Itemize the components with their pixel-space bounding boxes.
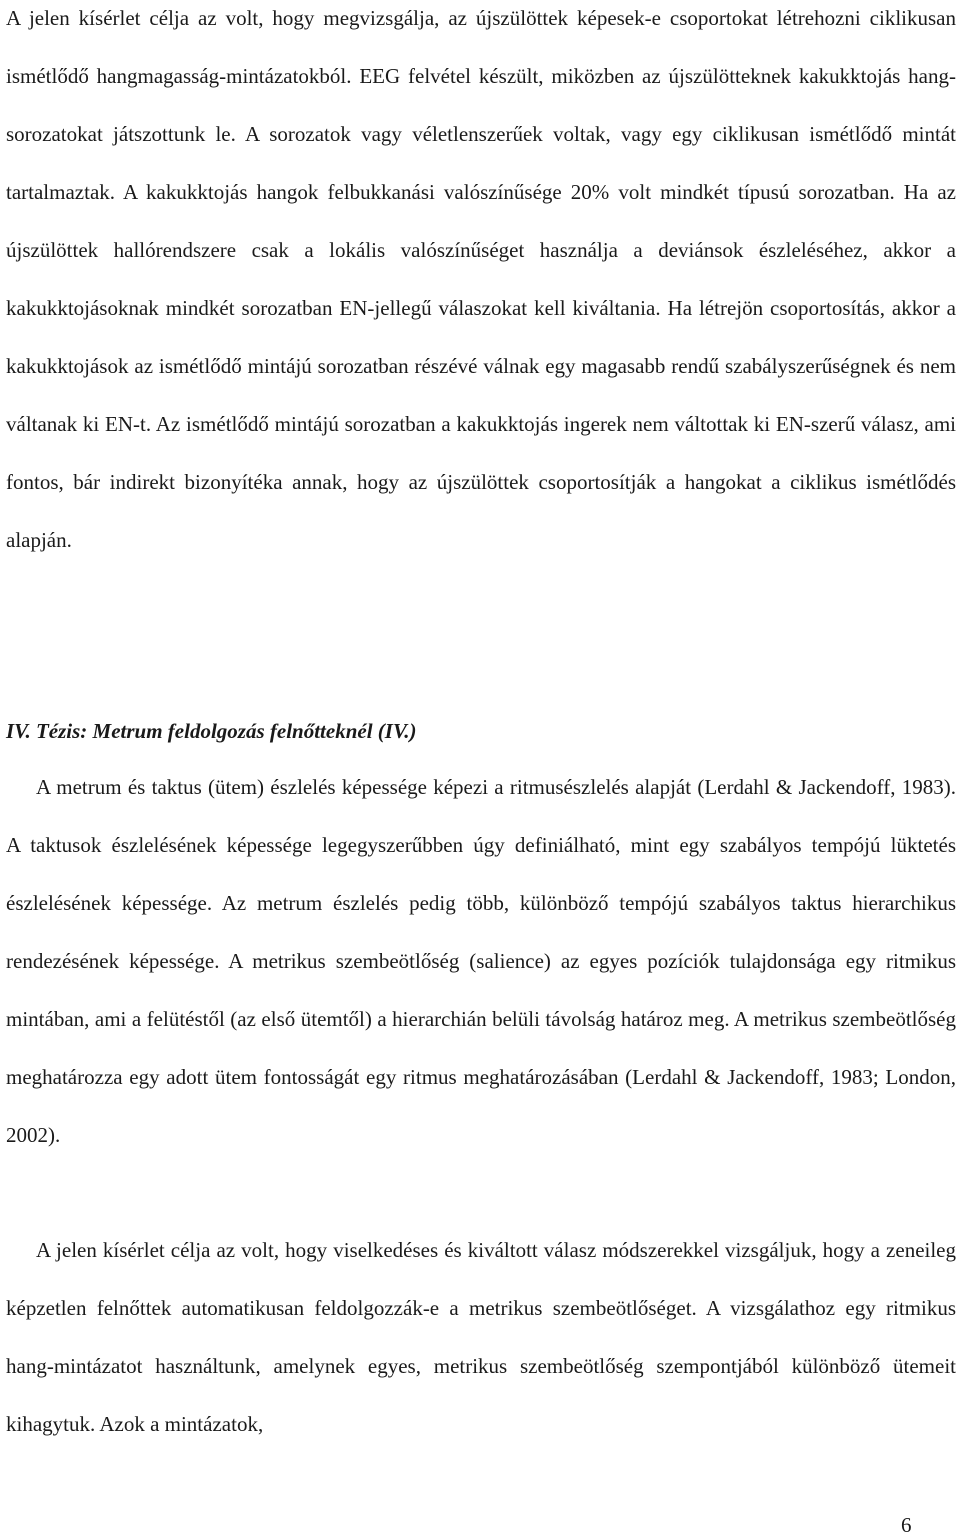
section-heading-thesis-iv: IV. Tézis: Metrum feldolgozás felnőtteknél (IV.): [6, 719, 417, 743]
paragraph-newborn-grouping: A jelen kísérlet célja az volt, hogy megvizsgálja, az újszülöttek képesek-e csoportokat létrehozni ciklikusan ismétlődő hangmagasság-mintázatokból. EEG felvétel készült, miközben az újszülötteknek kakukktojás hang-sorozatokat játszottunk le. A sorozatok vagy véletlenszerűek voltak, vagy egy ciklikusan ismétlődő mintát tartalmaztak. A kakukktojás hangok felbukkanási valószínűsége 20% volt mindkét típusú sorozatban. Ha az újszülöttek hallórendszere csak a lokális valószínűséget használja a deviánsok észleléséhez, akkor a kakukktojásoknak mindkét sorozatban EN-jellegű válaszokat kell kiváltania. Ha létrejön csoportosítás, akkor a kakukktojások az ismétlődő mintájú sorozatban részévé válnak egy magasabb rendű szabályszerűségnek és nem váltanak ki EN-t. Az ismétlődő mintájú sorozatban a kakukktojás ingerek nem váltottak ki EN-szerű válasz, ami fontos, bár indirekt bizonyítéka annak, hogy az újszülöttek csoportosítják a hangokat a ciklikus ismétlődés alapján.: [6, 6, 956, 552]
paragraph-metre-perception: A metrum és taktus (ütem) észlelés képessége képezi a ritmusészlelés alapját (Lerdahl & Jackendoff, 1983). A taktusok észlelésének képessége legegyszerűbben úgy definiálható, mint egy szabályos tempójú lüktetés észlelésének képessége. Az metrum észlelés pedig több, különböző tempójú szabályos taktus hierarchikus rendezésének képessége. A metrikus szembeötlőség (salience) az egyes pozíciók tulajdonsága egy ritmikus mintában, ami a felütéstől (az első ütemtől) a hierarchián belüli távolság határoz meg. A metrikus szembeötlőség meghatározza egy adott ütem fontosságát egy ritmus meghatározásában (Lerdahl & Jackendoff, 1983; London, 2002).: [6, 775, 956, 1147]
paragraph-experiment-aim: A jelen kísérlet célja az volt, hogy viselkedéses és kiváltott válasz módszerekkel vizsgáljuk, hogy a zeneileg képzetlen felnőttek automatikusan feldolgozzák-e a metrikus szembeötlőséget. A vizsgálathoz egy ritmikus hang-mintázatot használtunk, amelynek egyes, metrikus szembeötlőség szempontjából különböző ütemeit kihagytuk. Azok a mintázatok,: [6, 1238, 956, 1436]
page-number: 6: [901, 1513, 912, 1537]
